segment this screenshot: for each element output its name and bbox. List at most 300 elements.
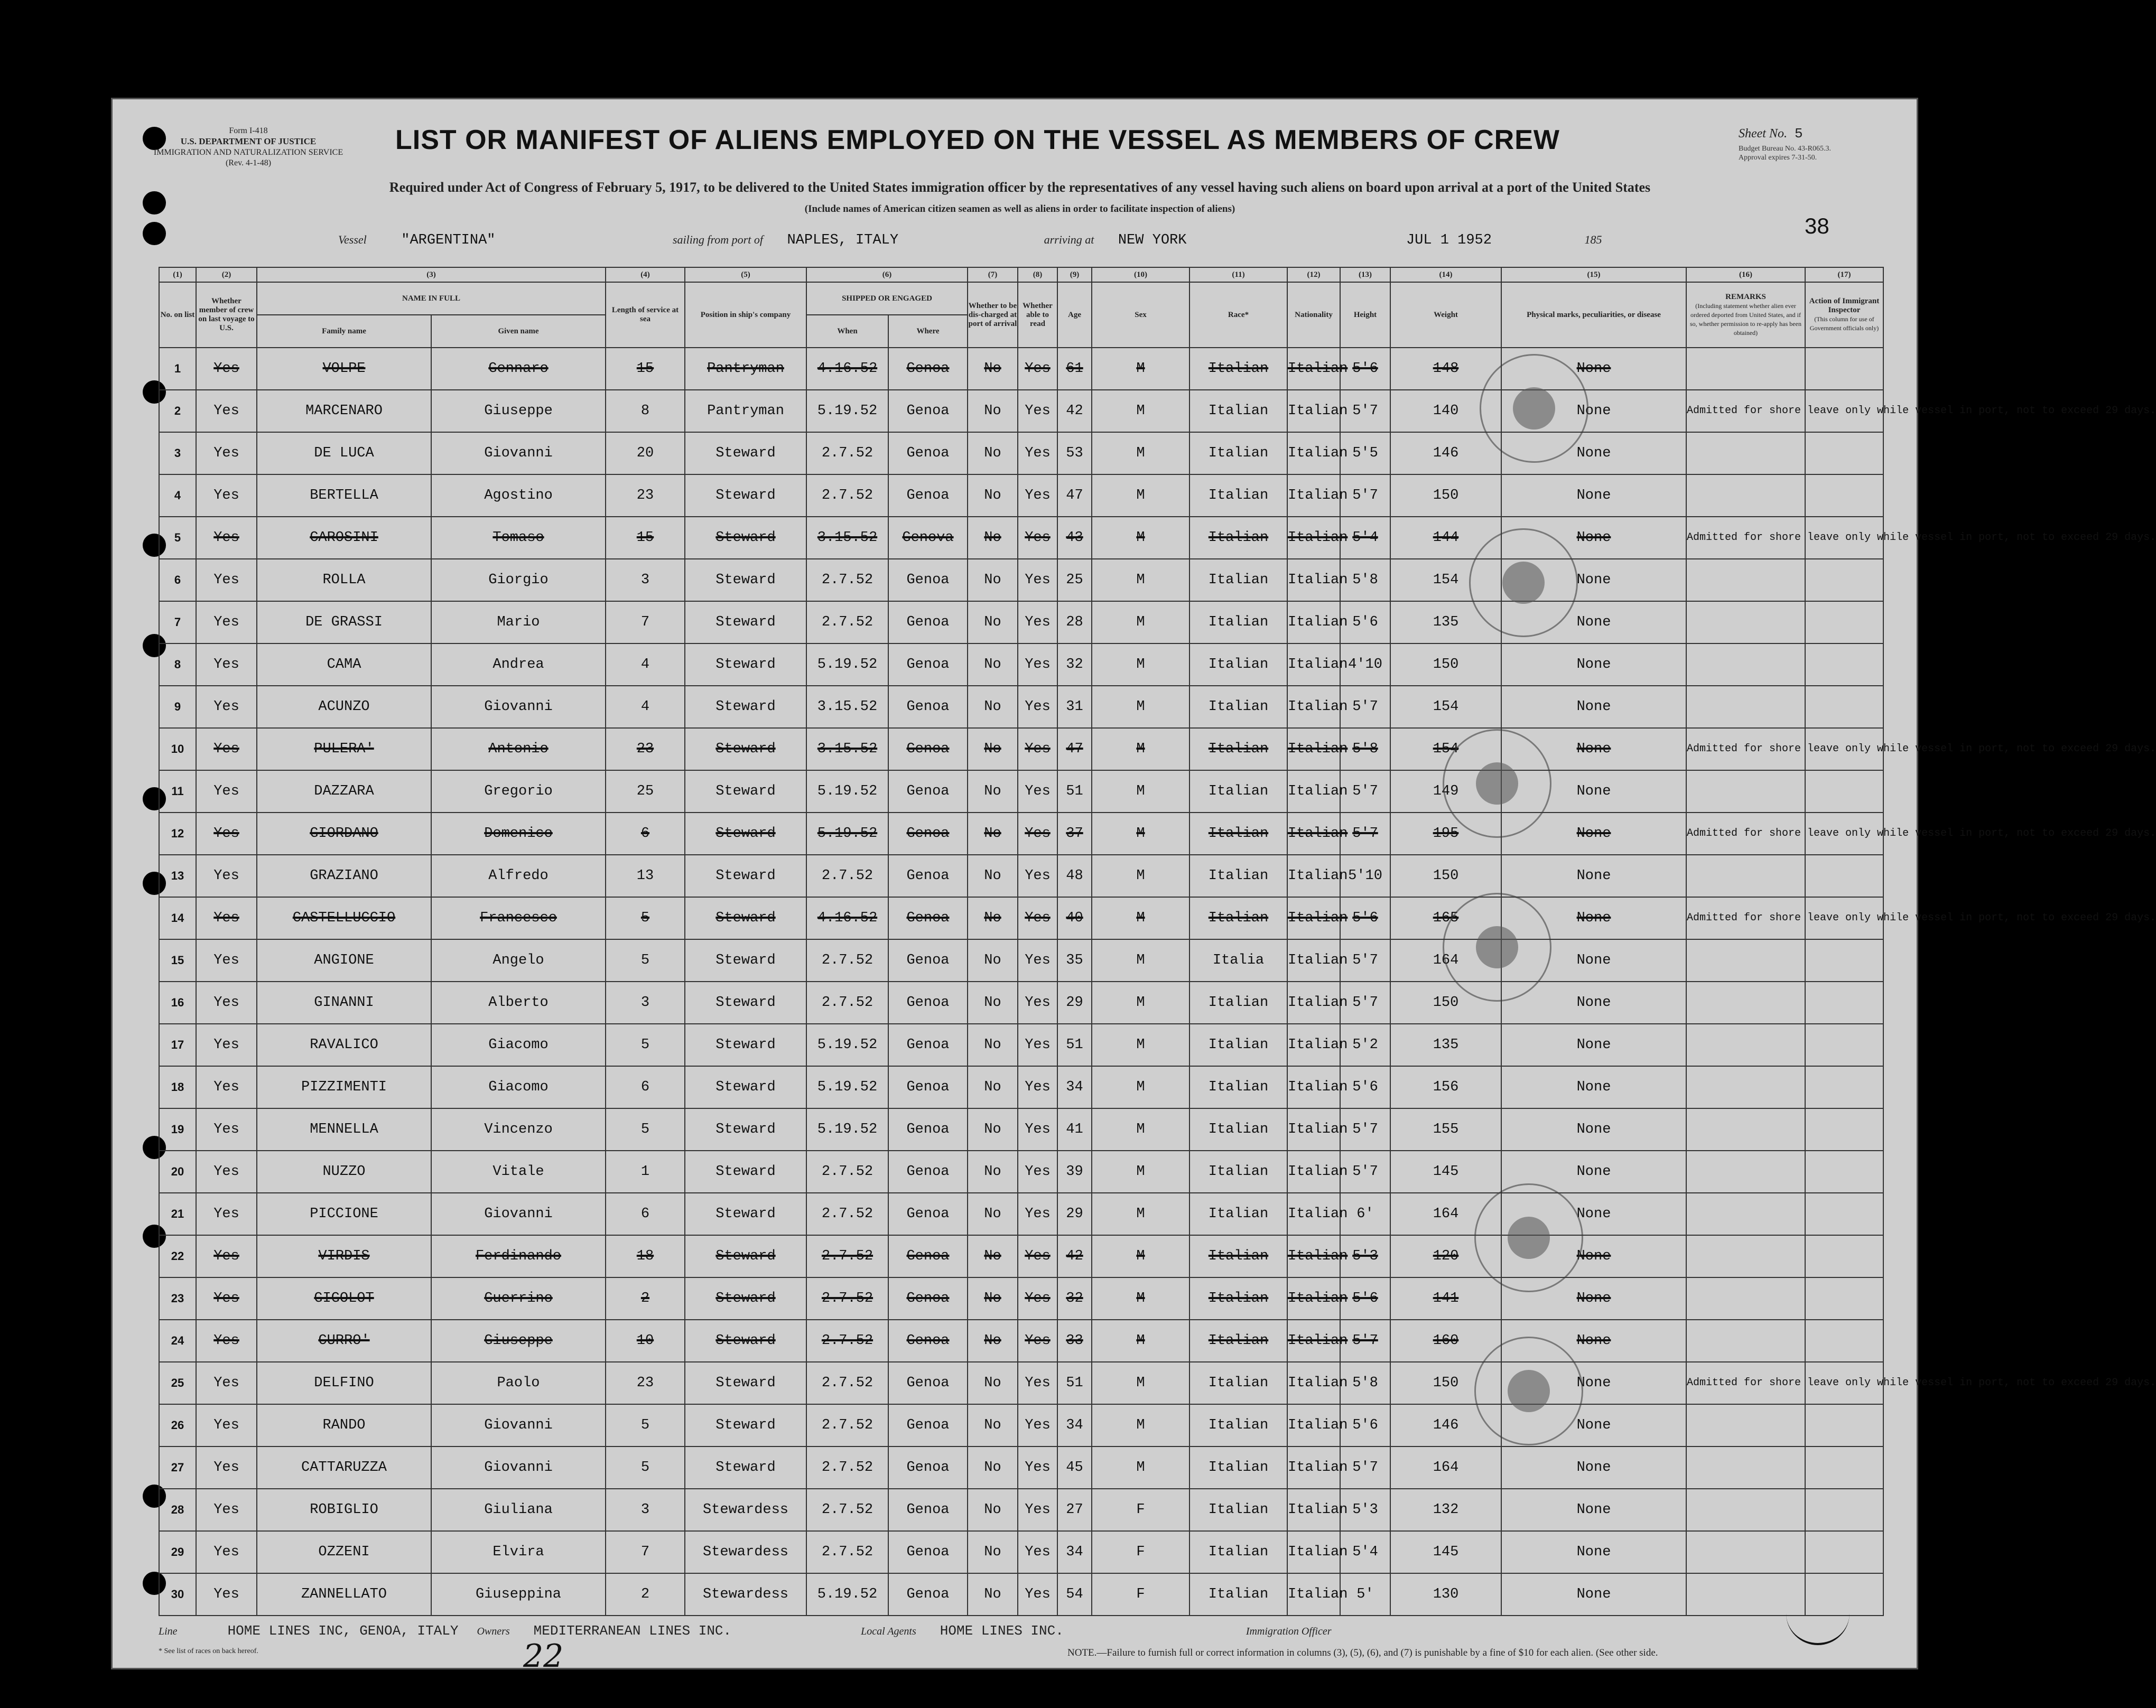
cell-age: 42 — [1057, 390, 1092, 432]
cell-last: Yes — [196, 686, 257, 728]
cell-disch: No — [968, 1573, 1018, 1616]
cell-marks: None — [1501, 474, 1686, 517]
cell-height: 5' — [1340, 1573, 1390, 1616]
cell-where: Genoa — [888, 1573, 968, 1616]
table-body — [159, 348, 2156, 1616]
cell-race: Italian — [1189, 1362, 1287, 1404]
cell-marks: None — [1501, 1193, 1686, 1235]
sheet-number: Sheet No. 5 — [1739, 126, 1803, 142]
cell-no: 26 — [159, 1404, 196, 1446]
cell-family: MARCENARO — [257, 390, 431, 432]
cell-given: Giovanni — [431, 1193, 606, 1235]
cell-weight: 145 — [1390, 1151, 1501, 1193]
cell-where: Genoa — [888, 728, 968, 770]
cell-length: 6 — [606, 1193, 685, 1235]
cell-family: PIZZIMENTI — [257, 1066, 431, 1108]
table-row — [159, 1362, 1883, 1404]
cell-height: 5'3 — [1340, 1235, 1390, 1277]
cell-where: Genoa — [888, 897, 968, 939]
cell-height: 5'8 — [1340, 559, 1390, 601]
cell-sex: F — [1092, 1573, 1189, 1616]
cell-disch: No — [968, 1277, 1018, 1320]
cell-remark — [1686, 348, 1805, 390]
cell-given: Domenico — [431, 813, 606, 855]
cell-weight: 148 — [1390, 348, 1501, 390]
cell-action — [1805, 686, 1883, 728]
table-row — [159, 1066, 1883, 1108]
cell-sex: M — [1092, 1446, 1189, 1489]
cell-race: Italian — [1189, 1108, 1287, 1151]
cell-no: 4 — [159, 474, 196, 517]
agents-value: HOME LINES INC. — [940, 1623, 1064, 1639]
cell-length: 23 — [606, 728, 685, 770]
cell-family: MENNELLA — [257, 1108, 431, 1151]
cell-given: Elvira — [431, 1531, 606, 1573]
cell-race: Italian — [1189, 1573, 1287, 1616]
cell-remark: Admitted for shore leave only while vessel in port, not to exceed 29 days. — [1686, 897, 1805, 939]
table-row — [159, 1531, 1883, 1573]
cell-where: Genoa — [888, 1108, 968, 1151]
cell-disch: No — [968, 939, 1018, 982]
cell-remark: Admitted for shore leave only while vessel in port, not to exceed 29 days. — [1686, 813, 1805, 855]
cell-race: Italian — [1189, 855, 1287, 897]
cell-height: 5'7 — [1340, 390, 1390, 432]
cell-age: 51 — [1057, 1362, 1092, 1404]
cell-marks: None — [1501, 1066, 1686, 1108]
cell-last: Yes — [196, 770, 257, 813]
cell-sex: M — [1092, 1277, 1189, 1320]
cell-where: Genoa — [888, 1404, 968, 1446]
cell-when: 2.7.52 — [806, 1531, 888, 1573]
cell-race: Italian — [1189, 432, 1287, 474]
cell-read: Yes — [1018, 1489, 1057, 1531]
cell-height: 5'7 — [1340, 939, 1390, 982]
cell-remark — [1686, 1024, 1805, 1066]
cell-position: Stewardess — [685, 1531, 806, 1573]
cell-last: Yes — [196, 348, 257, 390]
cell-last: Yes — [196, 1362, 257, 1404]
cell-position: Steward — [685, 474, 806, 517]
cell-no: 7 — [159, 601, 196, 643]
penalty-note: NOTE.—Failure to furnish full or correct information in columns (3), (5), (6), and (7) is punishable by a fine of $10 for each alien. (See other side. — [1067, 1647, 1658, 1658]
cell-where: Genoa — [888, 1151, 968, 1193]
header-where: Where — [888, 315, 968, 348]
vessel-name: "ARGENTINA" — [401, 232, 496, 248]
cell-last: Yes — [196, 1573, 257, 1616]
cell-no: 21 — [159, 1193, 196, 1235]
cell-height: 4'10 — [1340, 643, 1390, 686]
cell-position: Steward — [685, 939, 806, 982]
form-identifier: Form I-418 U.S. DEPARTMENT OF JUSTICE IMMIGRATION AND NATURALIZATION SERVICE (Rev. 4-1-48) — [153, 126, 343, 167]
cell-family: PULERA' — [257, 728, 431, 770]
cell-where: Genoa — [888, 1362, 968, 1404]
cell-disch: No — [968, 813, 1018, 855]
cell-age: 29 — [1057, 1193, 1092, 1235]
cell-position: Stewardess — [685, 1489, 806, 1531]
cell-nat: Italian — [1287, 601, 1340, 643]
cell-nat: Italian — [1287, 1320, 1340, 1362]
cell-action — [1805, 643, 1883, 686]
cell-disch: No — [968, 855, 1018, 897]
cell-no: 1 — [159, 348, 196, 390]
cell-nat: Italian — [1287, 1066, 1340, 1108]
cell-sex: M — [1092, 1151, 1189, 1193]
cell-weight: 145 — [1390, 1531, 1501, 1573]
cell-where: Genoa — [888, 348, 968, 390]
cell-race: Italian — [1189, 813, 1287, 855]
cell-nat: Italian — [1287, 1024, 1340, 1066]
cell-action — [1805, 1066, 1883, 1108]
cell-family: PICCIONE — [257, 1193, 431, 1235]
cell-race: Italian — [1189, 686, 1287, 728]
cell-marks: None — [1501, 390, 1686, 432]
handwritten-number: 22 — [523, 1638, 564, 1675]
col-num: (2) — [196, 267, 257, 282]
header-action: Action of Immigrant Inspector (This column for use of Government officials only) — [1805, 282, 1883, 348]
cell-position: Steward — [685, 643, 806, 686]
cell-when: 2.7.52 — [806, 982, 888, 1024]
cell-weight: 150 — [1390, 855, 1501, 897]
cell-weight: 195 — [1390, 813, 1501, 855]
cell-read: Yes — [1018, 1531, 1057, 1573]
cell-family: RANDO — [257, 1404, 431, 1446]
cell-race: Italian — [1189, 1277, 1287, 1320]
cell-age: 39 — [1057, 1151, 1092, 1193]
cell-marks: None — [1501, 643, 1686, 686]
cell-read: Yes — [1018, 390, 1057, 432]
cell-family: DAZZARA — [257, 770, 431, 813]
cell-sex: M — [1092, 770, 1189, 813]
cell-read: Yes — [1018, 982, 1057, 1024]
cell-length: 10 — [606, 1320, 685, 1362]
cell-when: 5.19.52 — [806, 813, 888, 855]
page-number: 38 — [1805, 213, 1829, 238]
cell-age: 37 — [1057, 813, 1092, 855]
cell-marks: None — [1501, 770, 1686, 813]
cell-weight: 140 — [1390, 390, 1501, 432]
cell-when: 2.7.52 — [806, 474, 888, 517]
cell-where: Genoa — [888, 1531, 968, 1573]
cell-when: 5.19.52 — [806, 1108, 888, 1151]
col-num: (9) — [1057, 267, 1092, 282]
cell-last: Yes — [196, 855, 257, 897]
cell-where: Genoa — [888, 982, 968, 1024]
cell-weight: 141 — [1390, 1277, 1501, 1320]
cell-remark — [1686, 770, 1805, 813]
cell-last: Yes — [196, 474, 257, 517]
table-row — [159, 517, 1883, 559]
cell-family: DELFINO — [257, 1362, 431, 1404]
header-discharged: Whether to be dis-charged at port of arrival — [968, 282, 1018, 348]
cell-height: 5'7 — [1340, 1151, 1390, 1193]
cell-marks: None — [1501, 982, 1686, 1024]
cell-marks: None — [1501, 897, 1686, 939]
cell-disch: No — [968, 517, 1018, 559]
cell-given: Giuliana — [431, 1489, 606, 1531]
table-row — [159, 348, 1883, 390]
cell-when: 2.7.52 — [806, 1404, 888, 1446]
cell-height: 5'3 — [1340, 1489, 1390, 1531]
table-row — [159, 939, 1883, 982]
cell-no: 25 — [159, 1362, 196, 1404]
cell-given: Giacomo — [431, 1066, 606, 1108]
cell-read: Yes — [1018, 559, 1057, 601]
cell-nat: Italian — [1287, 1573, 1340, 1616]
cell-remark — [1686, 1489, 1805, 1531]
cell-disch: No — [968, 1446, 1018, 1489]
cell-height: 5'7 — [1340, 1320, 1390, 1362]
col-num: (14) — [1390, 267, 1501, 282]
cell-family: BERTELLA — [257, 474, 431, 517]
cell-family: ZANNELLATO — [257, 1573, 431, 1616]
cell-age: 51 — [1057, 1024, 1092, 1066]
table-row — [159, 1446, 1883, 1489]
cell-nat: Italian — [1287, 728, 1340, 770]
col-num: (12) — [1287, 267, 1340, 282]
cell-remark — [1686, 1320, 1805, 1362]
cell-height: 5'8 — [1340, 728, 1390, 770]
cell-age: 48 — [1057, 855, 1092, 897]
binder-hole — [143, 191, 166, 214]
header-nationality: Nationality — [1287, 282, 1340, 348]
table-row — [159, 1151, 1883, 1193]
cell-disch: No — [968, 1108, 1018, 1151]
cell-when: 2.7.52 — [806, 559, 888, 601]
cell-marks: None — [1501, 728, 1686, 770]
table-row — [159, 1235, 1883, 1277]
cell-height: 6' — [1340, 1193, 1390, 1235]
consulate-stamp — [1469, 528, 1578, 637]
cell-disch: No — [968, 601, 1018, 643]
cell-age: 27 — [1057, 1489, 1092, 1531]
cell-position: Steward — [685, 601, 806, 643]
cell-read: Yes — [1018, 1108, 1057, 1151]
cell-remark — [1686, 474, 1805, 517]
cell-marks: None — [1501, 517, 1686, 559]
cell-weight: 154 — [1390, 728, 1501, 770]
cell-last: Yes — [196, 517, 257, 559]
cell-position: Steward — [685, 1277, 806, 1320]
port-to: NEW YORK — [1118, 232, 1187, 248]
cell-marks: None — [1501, 1489, 1686, 1531]
cell-sex: M — [1092, 1024, 1189, 1066]
cell-weight: 146 — [1390, 432, 1501, 474]
cell-action — [1805, 770, 1883, 813]
cell-nat: Italian — [1287, 1193, 1340, 1235]
cell-nat: Italian — [1287, 1277, 1340, 1320]
cell-when: 5.19.52 — [806, 1066, 888, 1108]
cell-position: Steward — [685, 813, 806, 855]
cell-marks: None — [1501, 1235, 1686, 1277]
cell-race: Italian — [1189, 1320, 1287, 1362]
document-subtitle: Required under Act of Congress of February 5, 1917, to be delivered to the United States immigration officer by the representatives of any vessel having such aliens on board upon arrival at a port of the United States — [389, 180, 1651, 195]
cell-height: 5'7 — [1340, 1446, 1390, 1489]
cell-sex: M — [1092, 728, 1189, 770]
cell-action — [1805, 1277, 1883, 1320]
cell-no: 24 — [159, 1320, 196, 1362]
cell-weight: 150 — [1390, 643, 1501, 686]
cell-length: 7 — [606, 1531, 685, 1573]
col-num: (16) — [1686, 267, 1805, 282]
cell-nat: Italian — [1287, 897, 1340, 939]
cell-disch: No — [968, 474, 1018, 517]
cell-where: Genoa — [888, 813, 968, 855]
cell-race: Italian — [1189, 348, 1287, 390]
cell-read: Yes — [1018, 1066, 1057, 1108]
cell-age: 32 — [1057, 643, 1092, 686]
cell-position: Steward — [685, 517, 806, 559]
cell-sex: M — [1092, 1108, 1189, 1151]
cell-nat: Italian — [1287, 686, 1340, 728]
cell-action — [1805, 1108, 1883, 1151]
cell-length: 1 — [606, 1151, 685, 1193]
cell-no: 17 — [159, 1024, 196, 1066]
cell-last: Yes — [196, 1108, 257, 1151]
cell-weight: 146 — [1390, 1404, 1501, 1446]
table-row — [159, 643, 1883, 686]
header-remarks: REMARKS (Including statement whether alien ever ordered deported from United States, and if so, whether permission to re-apply has been obtained) — [1686, 282, 1805, 348]
cell-age: 31 — [1057, 686, 1092, 728]
cell-action — [1805, 432, 1883, 474]
cell-sex: M — [1092, 1362, 1189, 1404]
cell-read: Yes — [1018, 1446, 1057, 1489]
table-row — [159, 728, 1883, 770]
cell-nat: Italian — [1287, 1108, 1340, 1151]
cell-remark — [1686, 1277, 1805, 1320]
col-num: (11) — [1189, 267, 1287, 282]
cell-given: Giuseppe — [431, 390, 606, 432]
cell-remark: Admitted for shore leave only while vessel in port, not to exceed 29 days. — [1686, 728, 1805, 770]
cell-no: 2 — [159, 390, 196, 432]
consulate-stamp — [1474, 1337, 1583, 1445]
cell-length: 13 — [606, 855, 685, 897]
cell-length: 5 — [606, 939, 685, 982]
cell-family: GIORDANO — [257, 813, 431, 855]
cell-disch: No — [968, 643, 1018, 686]
cell-marks: None — [1501, 1531, 1686, 1573]
cell-position: Pantryman — [685, 390, 806, 432]
cell-family: VIRDIS — [257, 1235, 431, 1277]
cell-nat: Italian — [1287, 1489, 1340, 1531]
cell-given: Vitale — [431, 1151, 606, 1193]
cell-race: Italian — [1189, 770, 1287, 813]
cell-length: 15 — [606, 517, 685, 559]
cell-given: Tomaso — [431, 517, 606, 559]
cell-height: 5'8 — [1340, 1362, 1390, 1404]
footer-line: Line HOME LINES INC, GENOA, ITALY Owners MEDITERRANEAN LINES INC. Local Agents HOME LINES INC. Immigration Officer — [159, 1623, 1332, 1639]
cell-race: Italian — [1189, 474, 1287, 517]
table-row — [159, 1489, 1883, 1531]
cell-nat: Italian — [1287, 643, 1340, 686]
cell-length: 18 — [606, 1235, 685, 1277]
cell-read: Yes — [1018, 897, 1057, 939]
cell-no: 28 — [159, 1489, 196, 1531]
cell-race: Italian — [1189, 728, 1287, 770]
cell-age: 33 — [1057, 1320, 1092, 1362]
cell-given: Paolo — [431, 1362, 606, 1404]
cell-sex: M — [1092, 813, 1189, 855]
budget-bureau-note: Budget Bureau No. 43-R065.3. Approval expires 7-31-50. — [1739, 145, 1831, 162]
cell-when: 5.19.52 — [806, 643, 888, 686]
cell-remark — [1686, 855, 1805, 897]
cell-last: Yes — [196, 1024, 257, 1066]
cell-height: 5'4 — [1340, 517, 1390, 559]
cell-read: Yes — [1018, 1320, 1057, 1362]
cell-marks: None — [1501, 559, 1686, 601]
cell-position: Pantryman — [685, 348, 806, 390]
cell-length: 7 — [606, 601, 685, 643]
cell-position: Steward — [685, 1108, 806, 1151]
cell-read: Yes — [1018, 686, 1057, 728]
cell-position: Steward — [685, 1235, 806, 1277]
cell-nat: Italian — [1287, 1151, 1340, 1193]
cell-age: 54 — [1057, 1573, 1092, 1616]
cell-when: 5.19.52 — [806, 390, 888, 432]
cell-no: 18 — [159, 1066, 196, 1108]
arrival-date: JUL 1 1952 — [1406, 232, 1492, 248]
cell-disch: No — [968, 348, 1018, 390]
cell-race: Italian — [1189, 1151, 1287, 1193]
cell-when: 2.7.52 — [806, 1320, 888, 1362]
cell-family: GIGOLOT — [257, 1277, 431, 1320]
cell-disch: No — [968, 686, 1018, 728]
cell-length: 5 — [606, 1024, 685, 1066]
cell-disch: No — [968, 728, 1018, 770]
cell-height: 5'5 — [1340, 432, 1390, 474]
cell-sex: M — [1092, 939, 1189, 982]
cell-given: Agostino — [431, 474, 606, 517]
cell-sex: M — [1092, 517, 1189, 559]
cell-sex: M — [1092, 643, 1189, 686]
cell-sex: M — [1092, 686, 1189, 728]
cell-weight: 165 — [1390, 897, 1501, 939]
cell-disch: No — [968, 559, 1018, 601]
cell-nat: Italian — [1287, 770, 1340, 813]
cell-sex: M — [1092, 474, 1189, 517]
cell-read: Yes — [1018, 855, 1057, 897]
cell-remark — [1686, 601, 1805, 643]
cell-where: Genoa — [888, 1235, 968, 1277]
cell-when: 2.7.52 — [806, 1193, 888, 1235]
table-row — [159, 432, 1883, 474]
cell-action — [1805, 1235, 1883, 1277]
cell-length: 23 — [606, 474, 685, 517]
table-header — [159, 267, 1883, 348]
cell-race: Italian — [1189, 643, 1287, 686]
cell-read: Yes — [1018, 770, 1057, 813]
cell-length: 4 — [606, 643, 685, 686]
cell-height: 5'6 — [1340, 1277, 1390, 1320]
cell-last: Yes — [196, 939, 257, 982]
cell-family: ROBIGLIO — [257, 1489, 431, 1531]
cell-action — [1805, 1531, 1883, 1573]
cell-action — [1805, 1193, 1883, 1235]
cell-height: 5'6 — [1340, 348, 1390, 390]
consulate-stamp — [1443, 893, 1551, 1002]
cell-nat: Italian — [1287, 813, 1340, 855]
table-row — [159, 1573, 1883, 1616]
cell-read: Yes — [1018, 939, 1057, 982]
cell-read: Yes — [1018, 728, 1057, 770]
cell-where: Genova — [888, 517, 968, 559]
cell-last: Yes — [196, 1193, 257, 1235]
cell-when: 2.7.52 — [806, 1277, 888, 1320]
cell-nat: Italian — [1287, 1235, 1340, 1277]
cell-remark — [1686, 643, 1805, 686]
cell-action — [1805, 1320, 1883, 1362]
cell-given: Alberto — [431, 982, 606, 1024]
cell-given: Angelo — [431, 939, 606, 982]
